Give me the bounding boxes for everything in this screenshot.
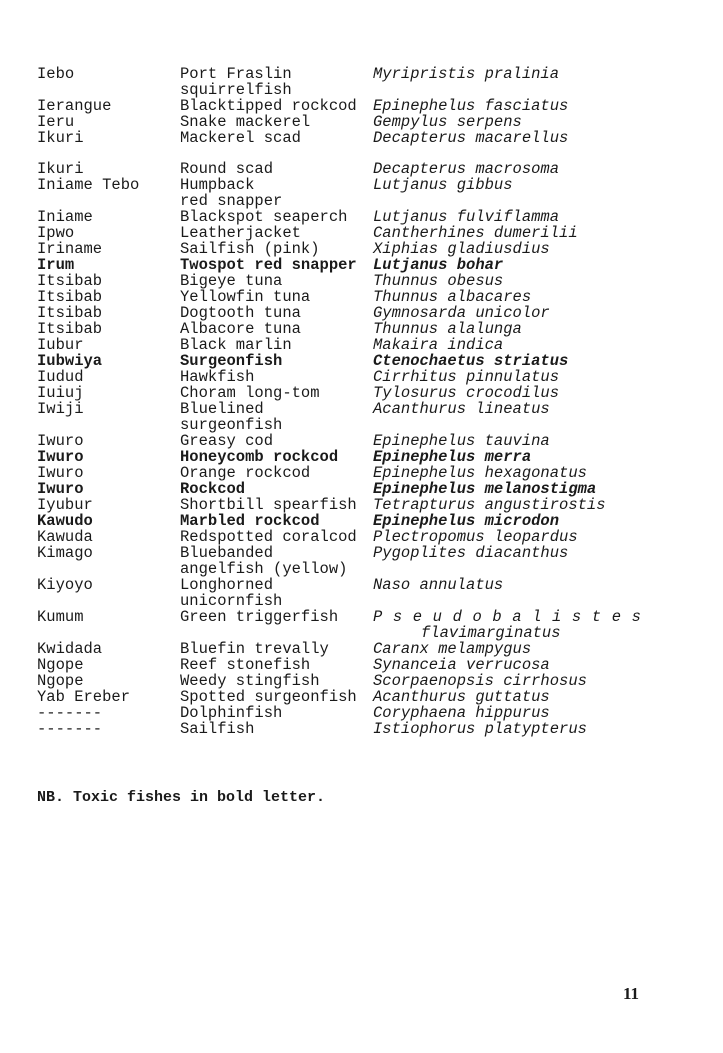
local-name: Ipwo [37,224,75,242]
table-row [37,225,677,241]
scientific-name: Xiphias gladiusdius [373,240,550,258]
local-name: ------- [37,720,103,738]
local-name: ------- [37,704,103,722]
scientific-name: Epinephelus tauvina [373,432,550,450]
scientific-name: Thunnus albacares [373,288,532,306]
local-name: Kumum [37,608,84,626]
common-name: Bluebanded angelfish (yellow) [180,544,348,578]
common-name: Humpback red snapper [180,176,283,210]
local-name: Iudud [37,368,84,386]
local-name: Itsibab [37,272,103,290]
common-name: Longhorned unicornfish [180,576,283,610]
page-number: 11 [623,984,640,1003]
common-name: Bluelined surgeonfish [180,400,283,434]
local-name: Kimago [37,544,93,562]
local-name: Itsibab [37,320,103,338]
table-row [37,673,677,689]
local-name: Ikuri [37,160,84,178]
common-name: Orange rockcod [180,464,311,482]
table-row [37,545,677,577]
common-name: Yellowfin tuna [180,288,311,306]
scientific-name: Epinephelus microdon [373,512,560,530]
table-row [37,337,677,353]
local-name: Iubwiya [37,352,103,370]
table-row [37,369,677,385]
table-row [37,130,677,146]
table-row [37,66,677,98]
table-row [37,273,677,289]
table-row [37,401,677,433]
table-row [37,609,677,641]
table-row [37,513,677,529]
local-name: Ngope [37,672,84,690]
scientific-name: Thunnus obesus [373,272,504,290]
scientific-name: Epinephelus hexagonatus [373,464,587,482]
local-name: Iwuro [37,480,84,498]
local-name: Kiyoyo [37,576,93,594]
common-name: Redspotted coralcod [180,528,357,546]
common-name: Blackspot seaperch [180,208,348,226]
local-name: Iebo [37,65,75,83]
common-name: Reef stonefish [180,656,311,674]
common-name: Spotted surgeonfish [180,688,357,706]
table-row [37,577,677,609]
table-row [37,529,677,545]
common-name: Shortbill spearfish [180,496,357,514]
scientific-name: Gempylus serpens [373,113,522,131]
local-name: Ieru [37,113,75,131]
table-row [37,705,677,721]
common-name: Leatherjacket [180,224,301,242]
common-name: Dogtooth tuna [180,304,301,322]
scientific-name: Decapterus macrosoma [373,160,560,178]
common-name: Dolphinfish [180,704,283,722]
scientific-name: Epinephelus fasciatus [373,97,569,115]
local-name: Iubur [37,336,84,354]
scientific-name: Tetrapturus angustirostis [373,496,606,514]
common-name: Weedy stingfish [180,672,320,690]
scientific-name: Lutjanus fulviflamma [373,208,560,226]
scientific-name-species: flavimarginatus [421,624,561,642]
local-name: Iwuro [37,448,84,466]
scientific-name: Caranx melampygus [373,640,532,658]
table-row [37,433,677,449]
common-name: Round scad [180,160,274,178]
local-name: Ikuri [37,129,84,147]
local-name: Kawuda [37,528,93,546]
table-row [37,657,677,673]
local-name: Itsibab [37,288,103,306]
scientific-name: Makaira indica [373,336,504,354]
local-name: Iniame [37,208,93,226]
scientific-name: Coryphaena hippurus [373,704,550,722]
local-name: Yab Ereber [37,688,131,706]
scientific-name: Acanthurus guttatus [373,688,550,706]
common-name: Rockcod [180,480,246,498]
local-name: Itsibab [37,304,103,322]
local-name: Ierangue [37,97,112,115]
table-row [37,689,677,705]
table-row [37,257,677,273]
common-name: Greasy cod [180,432,274,450]
table-row [37,721,677,737]
table-row [37,449,677,465]
local-name: Ngope [37,656,84,674]
scientific-name: Cantherhines dumerilii [373,224,578,242]
table-row [37,481,677,497]
scientific-name: Acanthurus lineatus [373,400,550,418]
table-row [37,641,677,657]
common-name: Sailfish (pink) [180,240,320,258]
local-name: Irum [37,256,75,274]
scientific-name: Epinephelus melanostigma [373,480,597,498]
scientific-name: Cirrhitus pinnulatus [373,368,560,386]
common-name: Green triggerfish [180,608,339,626]
scientific-name: Istiophorus platypterus [373,720,587,738]
toxic-fishes-note: NB. Toxic fishes in bold letter. [37,789,326,806]
scientific-name: Tylosurus crocodilus [373,384,560,402]
local-name: Iuiuj [37,384,84,402]
scientific-name: Lutjanus gibbus [373,176,513,194]
table-row [37,385,677,401]
common-name: Hawkfish [180,368,255,386]
scientific-name: Pygoplites diacanthus [373,544,569,562]
local-name: Iriname [37,240,103,258]
local-name: Iwuro [37,464,84,482]
table-row [37,241,677,257]
common-name: Bluefin trevally [180,640,329,658]
scientific-name: Synanceia verrucosa [373,656,550,674]
common-name: Snake mackerel [180,113,311,131]
local-name: Kwidada [37,640,103,658]
table-row [37,161,677,177]
common-name: Blacktipped rockcod [180,97,357,115]
table-row [37,353,677,369]
scientific-name: Epinephelus merra [373,448,532,466]
local-name: Iniame Tebo [37,176,140,194]
scientific-name: Ctenochaetus striatus [373,352,569,370]
table-row [37,209,677,225]
local-name: Iwuro [37,432,84,450]
scientific-name: Plectropomus leopardus [373,528,578,546]
table-row [37,177,677,209]
common-name: Sailfish [180,720,255,738]
table-row [37,497,677,513]
scientific-name: Thunnus alalunga [373,320,522,338]
scientific-name [373,609,677,641]
common-name: Port Fraslin squirrelfish [180,65,292,99]
common-name: Albacore tuna [180,320,301,338]
local-name: Kawudo [37,512,93,530]
table-row [37,321,677,337]
table-row [37,465,677,481]
fish-species-table [37,66,677,737]
common-name: Marbled rockcod [180,512,320,530]
scientific-name-genus: P s e u d o b a l i s t e s [373,608,641,626]
common-name: Bigeye tuna [180,272,283,290]
common-name: Surgeonfish [180,352,283,370]
table-row [37,114,677,130]
scientific-name: Myripristis pralinia [373,65,560,83]
common-name: Black marlin [180,336,292,354]
table-row [37,289,677,305]
common-name: Choram long-tom [180,384,320,402]
table-row [37,305,677,321]
common-name: Honeycomb rockcod [180,448,339,466]
common-name: Twospot red snapper [180,256,357,274]
common-name: Mackerel scad [180,129,301,147]
local-name: Iyubur [37,496,93,514]
scientific-name: Decapterus macarellus [373,129,569,147]
scientific-name: Scorpaenopsis cirrhosus [373,672,587,690]
scientific-name: Naso annulatus [373,576,504,594]
scientific-name: Gymnosarda unicolor [373,304,550,322]
scientific-name: Lutjanus bohar [373,256,504,274]
table-row [37,98,677,114]
local-name: Iwiji [37,400,84,418]
